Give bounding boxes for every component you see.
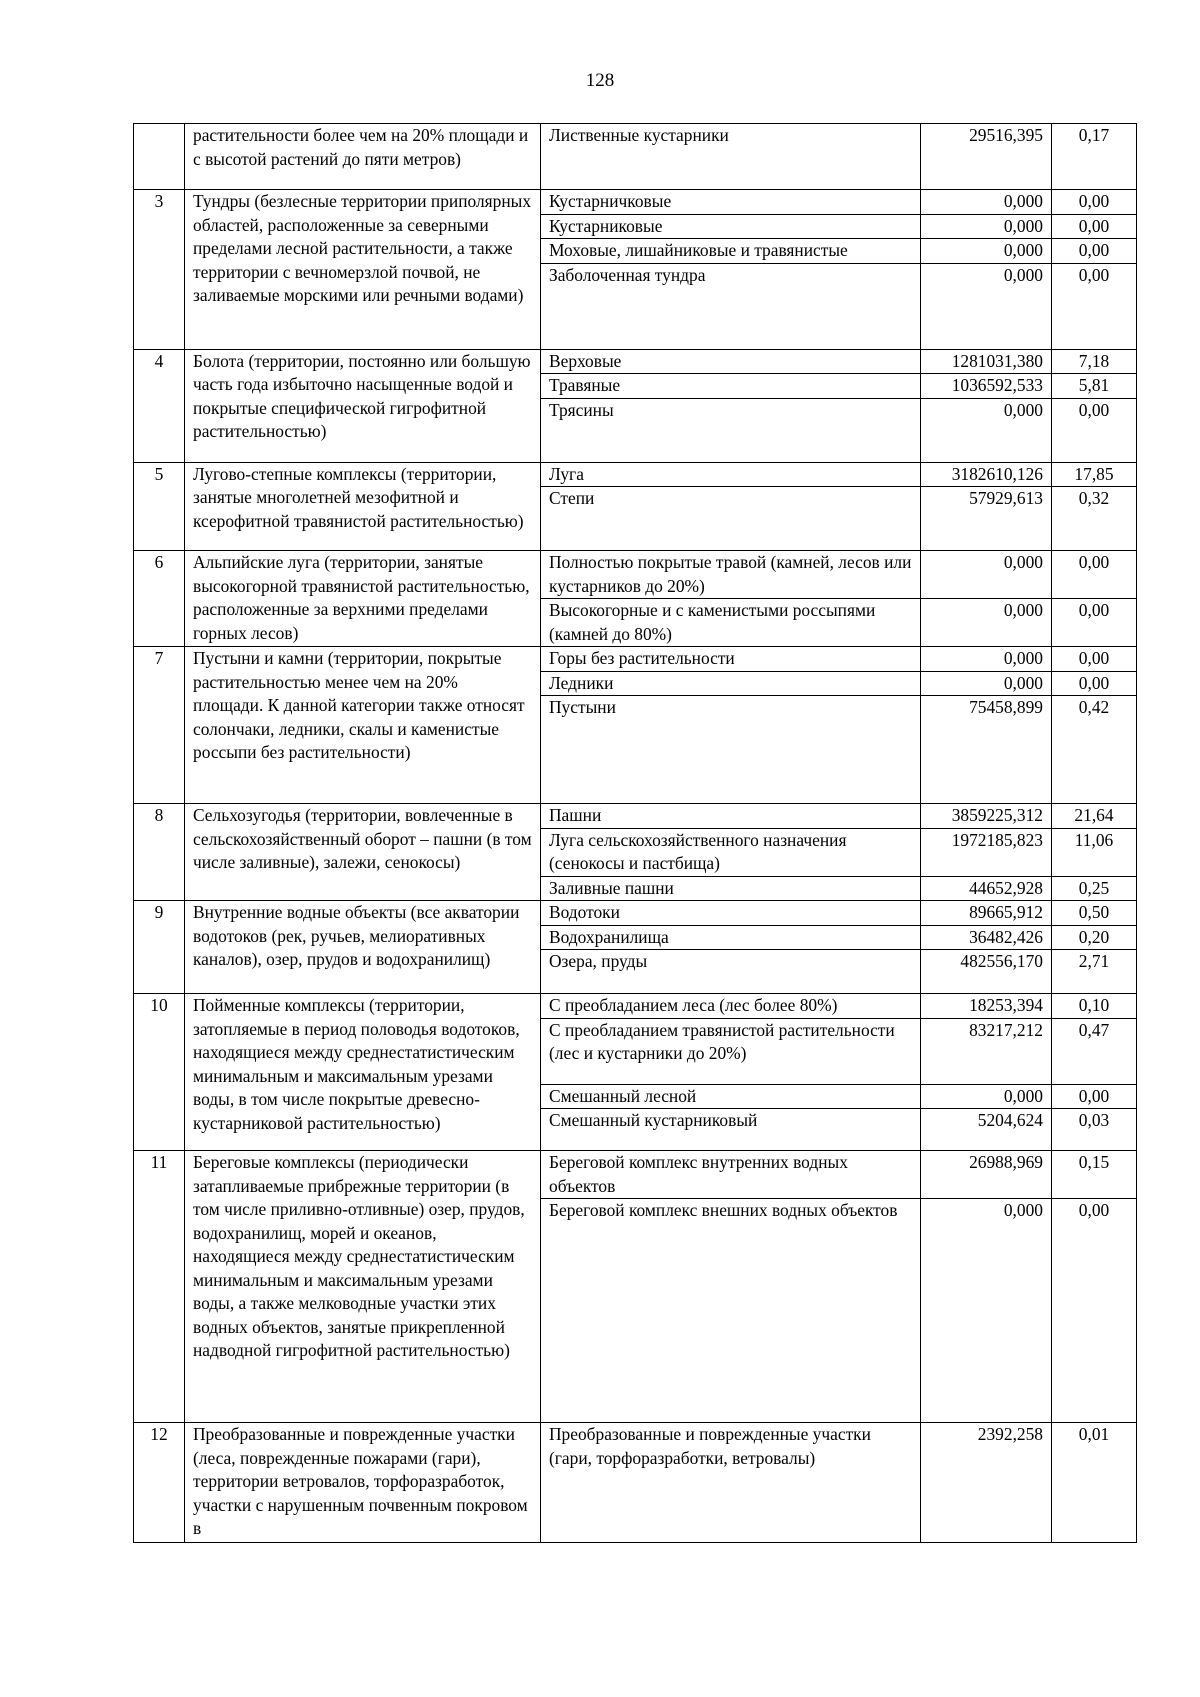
category-description: Береговые комплексы (периодически затапливаемые прибрежные территории (в том числе приливно-отливные) озер, прудов, водохранилищ, морей и океанов, находящиеся между среднестатистическим минимальным и максимальным урезами воды, а также мелководные участки этих водных объектов, занятые прикрепленной надводной гигрофитной растительностью)	[185, 1151, 541, 1423]
area-value: 44652,928	[921, 876, 1052, 901]
category-description: Пойменные комплексы (территории, затопляемые в период половодья водотоков, находящиеся между среднестатистическим минимальным и максимальным урезами воды, в том числе покрытые древесно-кустарниковой растительностью)	[185, 994, 541, 1151]
area-value: 0,000	[921, 190, 1052, 215]
page-number: 128	[585, 70, 615, 91]
subtype-name: Ледники	[541, 671, 921, 696]
percent-value: 0,17	[1052, 124, 1137, 190]
percent-value: 0,00	[1052, 239, 1137, 264]
land-cover-table	[133, 123, 1137, 1543]
area-value: 3182610,126	[921, 462, 1052, 487]
subtype-name: Верховые	[541, 349, 921, 374]
percent-value: 0,42	[1052, 696, 1137, 804]
row-number: 9	[134, 901, 185, 994]
table-row	[134, 462, 1137, 487]
subtype-name: Смешанный лесной	[541, 1084, 921, 1109]
percent-value: 5,81	[1052, 374, 1137, 399]
table-row	[134, 124, 1137, 190]
subtype-name: Лиственные кустарники	[541, 124, 921, 190]
category-description: Пустыни и камни (территории, покрытые растительностью менее чем на 20% площади. К данной категории также относят солончаки, ледники, скалы и каменистые россыпи без растительности)	[185, 647, 541, 804]
subtype-name: Высокогорные и с каменистыми россыпями (камней до 80%)	[541, 599, 921, 647]
area-value: 0,000	[921, 599, 1052, 647]
category-description: Болота (территории, постоянно или большую часть года избыточно насыщенные водой и покрытые специфической гигрофитной растительностью)	[185, 349, 541, 462]
area-value: 0,000	[921, 263, 1052, 349]
table-row	[134, 804, 1137, 829]
percent-value: 0,20	[1052, 925, 1137, 950]
subtype-name: Береговой комплекс внешних водных объектов	[541, 1199, 921, 1423]
percent-value: 0,00	[1052, 263, 1137, 349]
table-row	[134, 1423, 1137, 1543]
subtype-name: Кустарничковые	[541, 190, 921, 215]
subtype-name: Озера, пруды	[541, 950, 921, 994]
area-value: 0,000	[921, 1199, 1052, 1423]
percent-value: 0,00	[1052, 647, 1137, 672]
area-value: 1972185,823	[921, 828, 1052, 876]
area-value: 26988,969	[921, 1151, 1052, 1199]
percent-value: 0,01	[1052, 1423, 1137, 1543]
subtype-name: Пашни	[541, 804, 921, 829]
subtype-name: С преобладанием леса (лес более 80%)	[541, 994, 921, 1019]
subtype-name: Водотоки	[541, 901, 921, 926]
subtype-name: Пустыни	[541, 696, 921, 804]
subtype-name: С преобладанием травянистой растительности (лес и кустарники до 20%)	[541, 1018, 921, 1084]
area-value: 0,000	[921, 647, 1052, 672]
subtype-name: Водохранилища	[541, 925, 921, 950]
area-value: 1281031,380	[921, 349, 1052, 374]
area-value: 0,000	[921, 398, 1052, 462]
area-value: 0,000	[921, 239, 1052, 264]
percent-value: 0,00	[1052, 1084, 1137, 1109]
area-value: 0,000	[921, 551, 1052, 599]
row-number: 5	[134, 462, 185, 551]
category-description: Лугово-степные комплексы (территории, занятые многолетней мезофитной и ксерофитной травянистой растительностью)	[185, 462, 541, 551]
subtype-name: Трясины	[541, 398, 921, 462]
area-value: 29516,395	[921, 124, 1052, 190]
percent-value: 0,50	[1052, 901, 1137, 926]
area-value: 75458,899	[921, 696, 1052, 804]
percent-value: 0,15	[1052, 1151, 1137, 1199]
subtype-name: Луга сельскохозяйственного назначения (сенокосы и пастбища)	[541, 828, 921, 876]
subtype-name: Заливные пашни	[541, 876, 921, 901]
area-value: 0,000	[921, 214, 1052, 239]
row-number: 12	[134, 1423, 185, 1543]
percent-value: 0,25	[1052, 876, 1137, 901]
table-row	[134, 901, 1137, 926]
subtype-name: Преобразованные и поврежденные участки (гари, торфоразработки, ветровалы)	[541, 1423, 921, 1543]
percent-value: 0,10	[1052, 994, 1137, 1019]
subtype-name: Моховые, лишайниковые и травянистые	[541, 239, 921, 264]
table-row	[134, 1151, 1137, 1199]
area-value: 5204,624	[921, 1109, 1052, 1151]
percent-value: 7,18	[1052, 349, 1137, 374]
row-number: 3	[134, 190, 185, 350]
area-value: 83217,212	[921, 1018, 1052, 1084]
table-row	[134, 190, 1137, 215]
subtype-name: Полностью покрытые травой (камней, лесов или кустарников до 20%)	[541, 551, 921, 599]
category-description: Сельхозугодья (территории, вовлеченные в сельскохозяйственный оборот – пашни (в том числе заливные), залежи, сенокосы)	[185, 804, 541, 901]
percent-value: 2,71	[1052, 950, 1137, 994]
category-description: Преобразованные и поврежденные участки (леса, поврежденные пожарами (гари), территории ветровалов, торфоразработок, участки с нарушенным почвенным покровом в	[185, 1423, 541, 1543]
category-description: Тундры (безлесные территории приполярных областей, расположенные за северными пределами лесной растительности, а также территории с вечномерзлой почвой, не заливаемые морскими или речными водами)	[185, 190, 541, 350]
category-description: Альпийские луга (территории, занятые высокогорной травянистой растительностью, расположенные за верхними пределами горных лесов)	[185, 551, 541, 647]
area-value: 57929,613	[921, 487, 1052, 551]
row-number: 6	[134, 551, 185, 647]
row-number: 11	[134, 1151, 185, 1423]
percent-value: 0,00	[1052, 214, 1137, 239]
table-row	[134, 349, 1137, 374]
percent-value: 11,06	[1052, 828, 1137, 876]
area-value: 482556,170	[921, 950, 1052, 994]
category-description: растительности более чем на 20% площади и с высотой растений до пяти метров)	[185, 124, 541, 190]
subtype-name: Травяные	[541, 374, 921, 399]
percent-value: 0,00	[1052, 551, 1137, 599]
subtype-name: Береговой комплекс внутренних водных объектов	[541, 1151, 921, 1199]
percent-value: 0,00	[1052, 1199, 1137, 1423]
category-description: Внутренние водные объекты (все акватории водотоков (рек, ручьев, мелиоративных каналов), озер, прудов и водохранилищ)	[185, 901, 541, 994]
percent-value: 0,00	[1052, 190, 1137, 215]
area-value: 3859225,312	[921, 804, 1052, 829]
subtype-name: Горы без растительности	[541, 647, 921, 672]
row-number: 10	[134, 994, 185, 1151]
area-value: 2392,258	[921, 1423, 1052, 1543]
area-value: 36482,426	[921, 925, 1052, 950]
area-value: 1036592,533	[921, 374, 1052, 399]
percent-value: 0,47	[1052, 1018, 1137, 1084]
percent-value: 0,00	[1052, 671, 1137, 696]
row-number: 7	[134, 647, 185, 804]
percent-value: 17,85	[1052, 462, 1137, 487]
area-value: 0,000	[921, 1084, 1052, 1109]
percent-value: 0,00	[1052, 599, 1137, 647]
table-row	[134, 647, 1137, 672]
percent-value: 0,32	[1052, 487, 1137, 551]
subtype-name: Кустарниковые	[541, 214, 921, 239]
percent-value: 0,03	[1052, 1109, 1137, 1151]
subtype-name: Заболоченная тундра	[541, 263, 921, 349]
area-value: 0,000	[921, 671, 1052, 696]
subtype-name: Луга	[541, 462, 921, 487]
percent-value: 21,64	[1052, 804, 1137, 829]
row-number	[134, 124, 185, 190]
table-row	[134, 994, 1137, 1019]
row-number: 4	[134, 349, 185, 462]
row-number: 8	[134, 804, 185, 901]
percent-value: 0,00	[1052, 398, 1137, 462]
subtype-name: Смешанный кустарниковый	[541, 1109, 921, 1151]
subtype-name: Степи	[541, 487, 921, 551]
table-row	[134, 551, 1137, 599]
area-value: 89665,912	[921, 901, 1052, 926]
area-value: 18253,394	[921, 994, 1052, 1019]
